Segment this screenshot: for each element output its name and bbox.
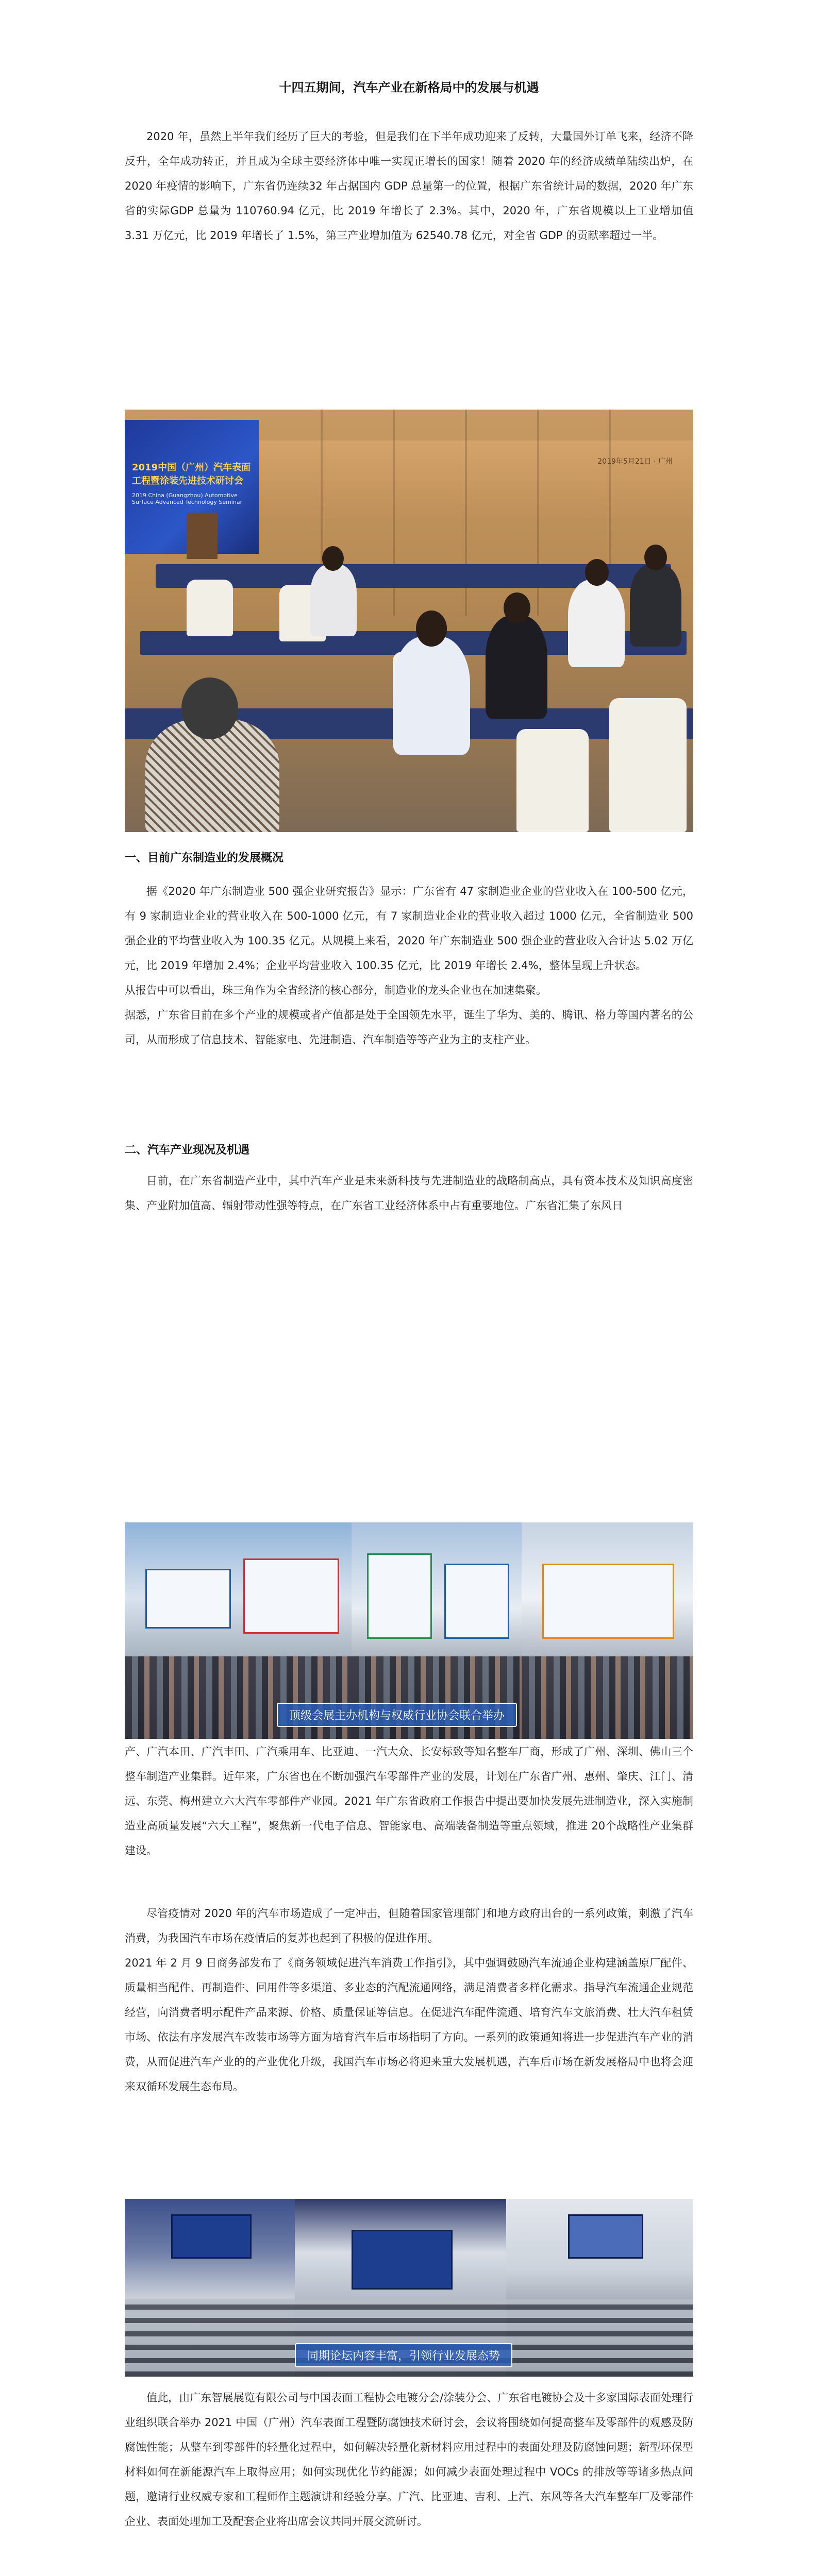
banner-text: 2019年5月21日 · 广州	[597, 457, 673, 466]
section-2-paragraph-3: 尽管疫情对 2020 年的汽车市场造成了一定冲击，但随着国家管理部门和地方政府出台的一系列政策，刺激了汽车消费，为我国汽车市场在疫情后的复苏也起到了积极的促进作用。	[125, 1907, 693, 1944]
intro-paragraph: 2020 年，虽然上半年我们经历了巨大的考验，但是我们在下半年成功迎来了反转，大量国外订单飞来，经济不降反升，全年成功转正，并且成为全球主要经济体中唯一实现正增长的国家！随着 2020 年的经济成绩单陆续出炉，在 2020 年疫情的影响下，广东省仍连续32 年占据国内 GDP 总量第一的位置，根据广东省统计局的数据，2020 年广东省的实际GDP 总量为 110760.94 亿元，比 2019 年增长了 2.3%。其中，2020 年，广东省规模以上工业增加值 3.31 万亿元，比 2019 年增长了 1.5%，第三产业增加值为 62540.78 亿元，对全省 GDP 的贡献率超过一半。	[125, 130, 693, 242]
section-1-heading: 一、目前广东制造业的发展概况	[125, 852, 284, 865]
expo-photo-collage	[125, 1522, 693, 1739]
screen-title: 2019中国（广州）汽车表面工程暨涂装先进技术研讨会	[132, 462, 251, 486]
screen-subtitle: 2019 China (Guangzhou) Automotive Surface Advanced Technology Seminar	[132, 492, 243, 505]
forum-hall-photo	[125, 2199, 295, 2377]
section-1-paragraph-3: 据悉，广东省目前在多个产业的规模或者产值都是处于全国领先水平，诞生了华为、美的、腾讯、格力等国内著名的公司，从而形成了信息技术、智能家电、先进制造、汽车制造等等产业为主的支柱产业。	[125, 1009, 693, 1046]
section-2-paragraph-2: 产、广汽本田、广汽丰田、广汽乘用车、比亚迪、一汽大众、长安标致等知名整车厂商，形成了广州、深圳、佛山三个整车制造产业集群。近年来，广东省也在不断加强汽车零部件产业的发展，计划在广东省广州、惠州、肇庆、江门、清远、东莞、梅州建立六大汽车零部件产业园。2021 年广东省政府工作报告中提出要加快发展先进制造业，深入实施制造业高质量发展“六大工程”，聚焦新一代电子信息、智能家电、高端装备制造等重点领域，推进 20个战略性产业集群建设。	[125, 1745, 693, 1857]
conference-backdrop	[259, 440, 693, 518]
photo-3-caption: 同期论坛内容丰富，引领行业发展态势	[295, 2343, 512, 2367]
section-2-paragraph-5: 值此，由广东智展展览有限公司与中国表面工程协会电镀分会/涂装分会、广东省电镀协会及十多家国际表面处理行业组织联合举办 2021 中国（广州）汽车表面工程暨防腐蚀技术研讨会，会议将围绕如何提高整车及零部件的观感及防腐蚀性能；从整车到零部件的轻量化过程中，如何解决轻量化新材料应用过程中的表面处理及防腐蚀问题；新型环保型材料如何在新能源汽车上取得应用；如何实现优化节约能源；如何减少表面处理过程中 VOCs 的排放等等诸多热点问题，邀请行业权威专家和工程师作主题演讲和经验分享。广汽、比亚迪、吉利、上汽、东风等各大汽车整车厂及零部件企业、表面处理加工及配套企业将出席会议共同开展交流研讨。	[125, 2392, 693, 2528]
section-2-paragraph-1: 目前，在广东省制造产业中，其中汽车产业是未来新科技与先进制造业的战略制高点，具有资本技术及知识高度密集、产业附加值高、辐射带动性强等特点，在广东省工业经济体系中占有重要地位。广东省汇集了东风日	[125, 1175, 693, 1212]
photo-2-caption: 顶级会展主办机构与权威行业协会联合举办	[277, 1703, 517, 1727]
forum-audience-photo	[506, 2199, 693, 2377]
section-2-paragraph-4: 2021 年 2 月 9 日商务部发布了《商务领域促进汽车消费工作指引》，其中强调鼓励汽车流通企业构建涵盖原厂配件、质量相当配件、再制造件、回用件等多渠道、多业态的汽配流通网络，满足消费者多样化需求。指导汽车流通企业规范经营，向消费者明示配件产品来源、价格、质量保证等信息。在促进汽车配件流通、培育汽车文旅消费、壮大汽车租赁市场、依法有序发展汽车改装市场等方面为培育汽车后市场指明了方向。一系列的政策通知将进一步促进汽车产业的消费，从而促进汽车产业的的产业优化升级，我国汽车市场必将迎来重大发展机遇，汽车后市场在新发展格局中也将会迎来双循环发展生态布局。	[125, 1957, 693, 2093]
section-2-heading: 二、汽车产业现况及机遇	[125, 1144, 250, 1157]
article-title: 十四五期间，汽车产业在新格局中的发展与机遇	[279, 80, 539, 95]
conference-photo	[125, 410, 693, 832]
section-1-paragraph-1: 据《2020 年广东制造业 500 强企业研究报告》显示：广东省有 47 家制造业企业的营业收入在 100-500 亿元，有 9 家制造业企业的营业收入在 500-1000 亿元，有 7 家制造业企业的营业收入超过 1000 亿元，全省制造业 500 强企业的平均营业收入为 100.35 亿元。从规模上来看，2020 年广东制造业 500 强企业的营业收入合计达 5.02 万亿元，比 2019 年增加 2.4%；企业平均营业收入 100.35 亿元，比 2019 年增长 2.4%，整体呈现上升状态。	[125, 885, 693, 972]
section-1-paragraph-2: 从报告中可以看出，珠三角作为全省经济的核心部分，制造业的龙头企业也在加速集聚。	[125, 984, 547, 996]
forum-photo-collage	[125, 2199, 693, 2377]
expo-booth-photo	[522, 1522, 693, 1739]
